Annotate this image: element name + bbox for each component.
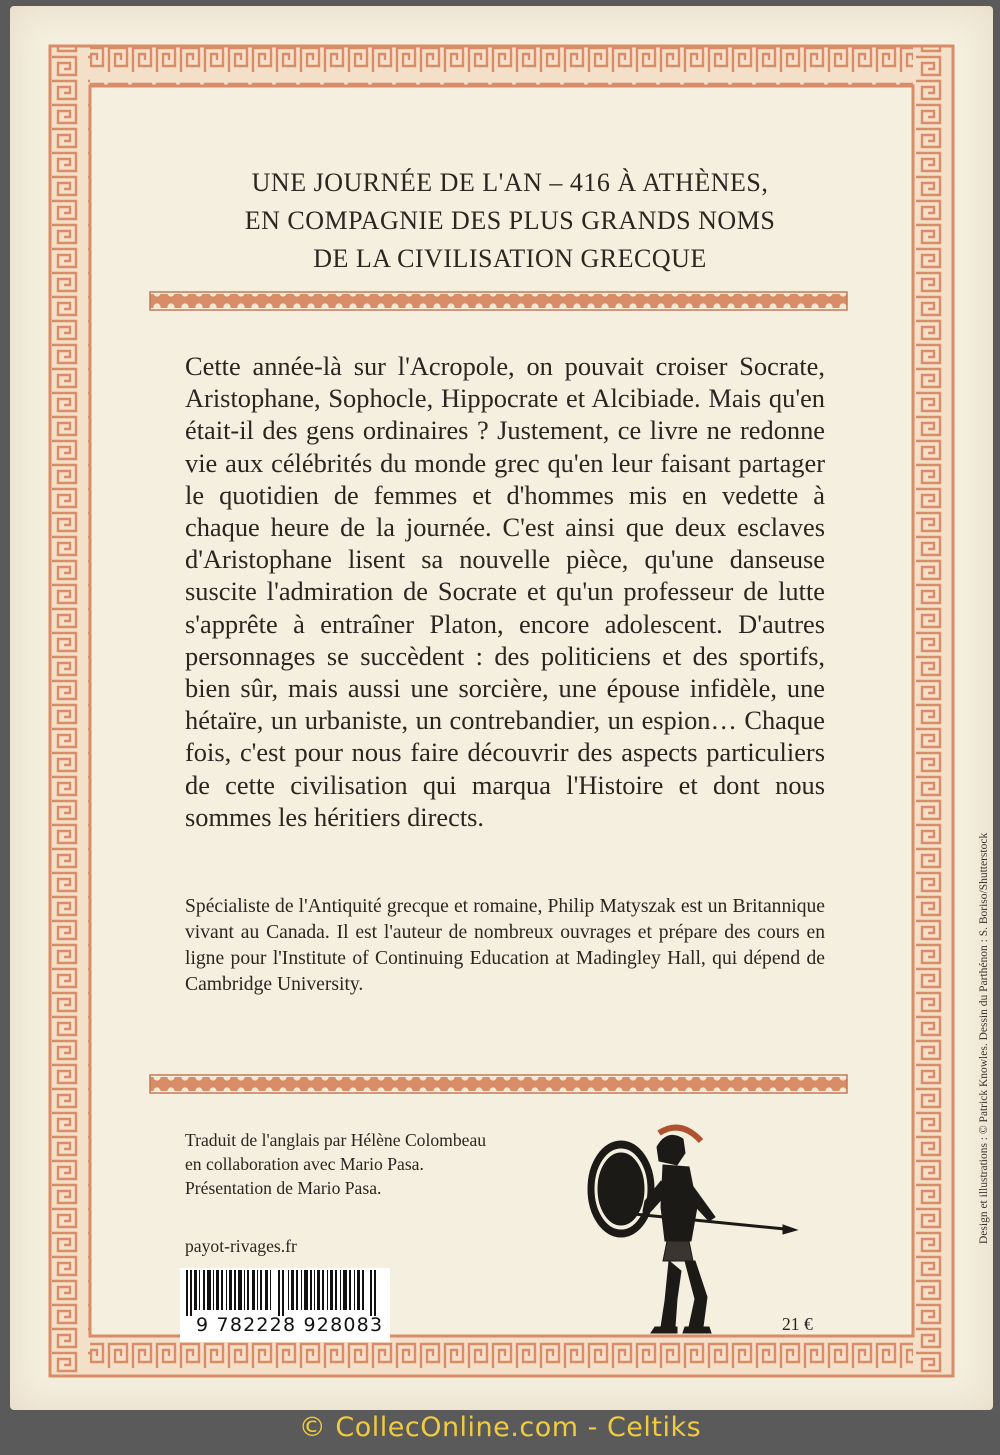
isbn-number: 9 782228 928083	[196, 1314, 384, 1336]
credits-line-2: en collaboration avec Mario Pasa.	[185, 1154, 424, 1174]
credits-line-3: Présentation de Mario Pasa.	[185, 1178, 382, 1198]
barcode-bars-icon	[180, 1270, 390, 1318]
design-credits: Design et illustrations : © Patrick Knowles. Dessin du Parthénon : S. Boriso/Shutterstock	[978, 832, 990, 1244]
tagline-line-2: EN COMPAGNIE DES PLUS GRANDS NOMS	[244, 206, 776, 235]
publisher-website: payot-rivages.fr	[185, 1236, 297, 1256]
decorative-divider-bottom	[150, 1075, 847, 1093]
book-blurb: Cette année-là sur l'Acropole, on pouvait croiser Socrate, Aristophane, Sophocle, Hippocrate et Alcibiade. Mais qu'en était-il des gens ordinaires ? Justement, ce livre ne redonne vie aux célébrités du monde grec qu'en leur faisant partager le quotidien de femmes et d'hommes mis en vedette à chaque heure de la journée. C'est ainsi que deux esclaves d'Aristophane lisent sa nouvelle pièce, qu'une danseuse suscite l'admiration de Socrate et qu'un professeur de lutte s'apprête à entraîner Platon, encore adolescent. D'autres personnages se succèdent : des politiciens et des sportifs, bien sûr, mais aussi une sorcière, une épouse infidèle, une hétaïre, un urbaniste, un contrebandier, un espion… Chaque fois, c'est pour nous faire découvrir des aspects particuliers de cette civilisation qui marqua l'Histoire et dont nous sommes les héritiers directs.	[185, 351, 825, 832]
tagline	[160, 164, 860, 278]
price: 21 €	[782, 1314, 813, 1334]
author-bio: Spécialiste de l'Antiquité grecque et romaine, Philip Matyszak est un Britannique vivant au Canada. Il est l'auteur de nombreux ouvrages et prépare des cours en ligne pour l'Institute of Continuing Education at Madingley Hall, qui dépend de Cambridge University.	[185, 896, 825, 995]
book-back-cover	[10, 6, 993, 1410]
credits-line-1: Traduit de l'anglais par Hélène Colombeau	[185, 1130, 487, 1150]
tagline-line-1: UNE JOURNÉE DE L'AN – 416 À ATHÈNES,	[251, 168, 769, 197]
translation-credits	[185, 1128, 545, 1200]
tagline-line-3: DE LA CIVILISATION GRECQUE	[313, 244, 707, 273]
watermark: © CollecOnline.com - Celtiks	[298, 1412, 702, 1443]
decorative-divider-top	[150, 292, 847, 310]
